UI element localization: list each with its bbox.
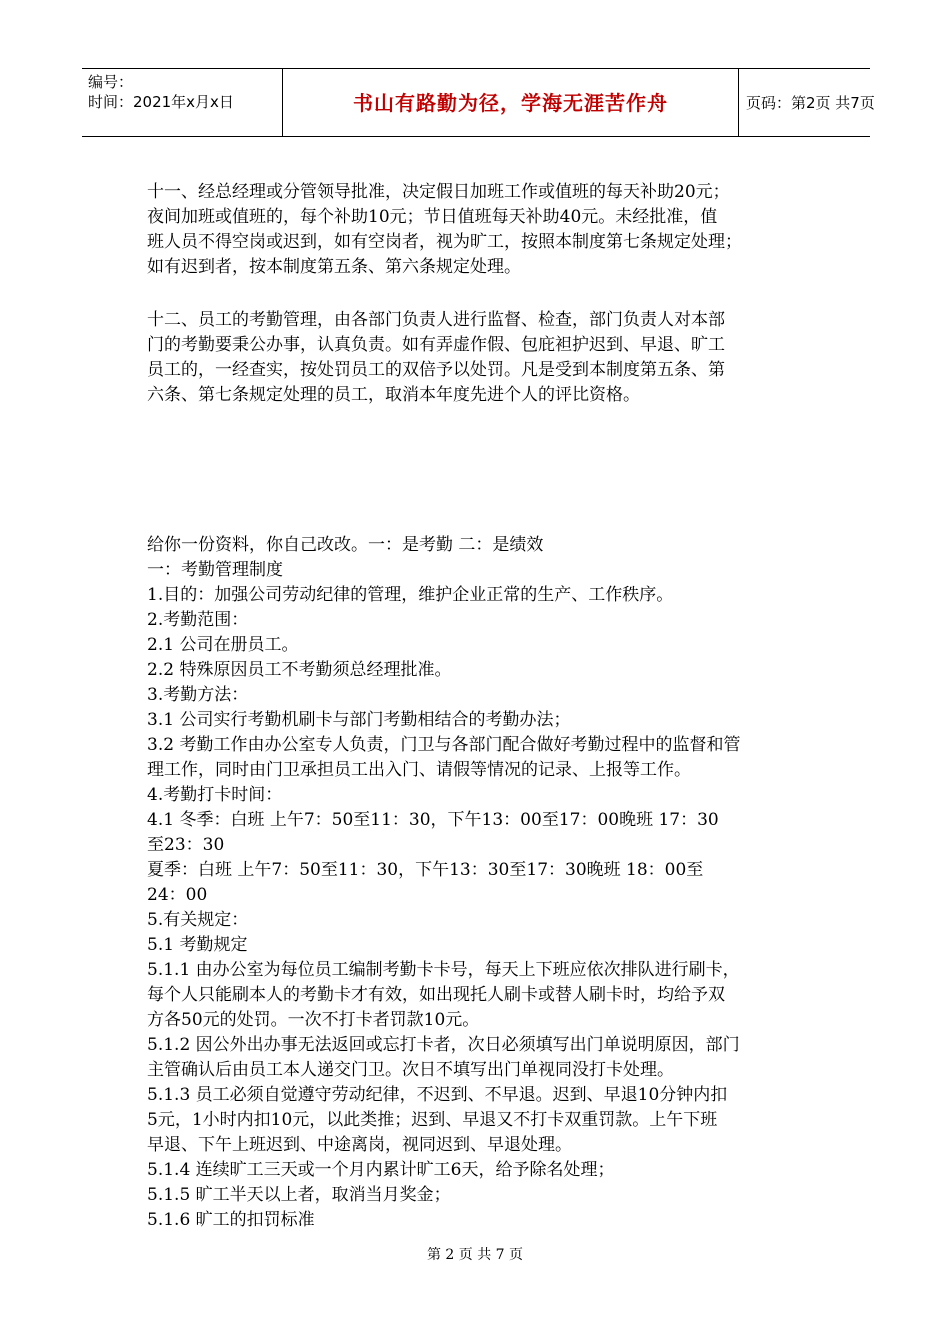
text-line: 3.考勤方法：	[147, 685, 249, 705]
paragraph-line: 员工的，一经查实，按处罚员工的双倍予以处罚。凡是受到本制度第五条、第	[147, 360, 725, 380]
paragraph-line: 班人员不得空岗或迟到，如有空岗者，视为旷工，按照本制度第七条规定处理；	[147, 232, 742, 252]
text-line: 至23：30	[147, 835, 225, 855]
text-line: 给你一份资料，你自己改改。一：是考勤 二：是绩效	[147, 535, 544, 555]
paragraph-line: 门的考勤要秉公办事，认真负责。如有弄虚作假、包庇袒护迟到、早退、旷工	[147, 335, 725, 355]
text-line: 5元，1小时内扣10元，以此类推；迟到、早退又不打卡双重罚款。上午下班	[147, 1110, 718, 1130]
paragraph-line: 夜间加班或值班的，每个补助10元；节日值班每天补助40元。未经批准，值	[147, 207, 718, 227]
header-left-cell	[82, 69, 282, 136]
text-line: 4.考勤打卡时间：	[147, 785, 283, 805]
text-line: 3.2 考勤工作由办公室专人负责，门卫与各部门配合做好考勤过程中的监督和管	[147, 735, 741, 755]
header-motto: 书山有路勤为径，学海无涯苦作舟	[353, 91, 668, 115]
header-page-info: 页码：第2页 共7页	[746, 94, 875, 112]
text-line: 5.1.4 连续旷工三天或一个月内累计旷工6天，给予除名处理；	[147, 1160, 615, 1180]
text-line: 24：00	[147, 885, 208, 905]
text-line: 5.1.6 旷工的扣罚标准	[147, 1210, 315, 1230]
text-line: 方各50元的处罚。一次不打卡者罚款10元。	[147, 1010, 480, 1030]
document-number: 编号：	[88, 73, 134, 91]
text-line: 理工作，同时由门卫承担员工出入门、请假等情况的记录、上报等工作。	[147, 760, 691, 780]
paragraph-line: 如有迟到者，按本制度第五条、第六条规定处理。	[147, 257, 521, 277]
section-eleven	[147, 180, 807, 280]
text-line: 4.1 冬季：白班 上午7：50至11：30，下午13：00至17：00晚班 17：30	[147, 810, 719, 830]
text-line: 每个人只能刷本人的考勤卡才有效，如出现托人刷卡或替人刷卡时，均给予双	[147, 985, 725, 1005]
paragraph-line: 十二、员工的考勤管理，由各部门负责人进行监督、检查，部门负责人对本部	[147, 310, 725, 330]
text-line: 2.考勤范围：	[147, 610, 249, 630]
document-date: 时间：2021年x月x日	[88, 93, 234, 111]
text-line: 5.有关规定：	[147, 910, 249, 930]
text-line: 主管确认后由员工本人递交门卫。次日不填写出门单视同没打卡处理。	[147, 1060, 674, 1080]
text-line: 早退、下午上班迟到、中途离岗，视同迟到、早退处理。	[147, 1135, 572, 1155]
header-page-cell	[738, 69, 875, 136]
text-line: 5.1.5 旷工半天以上者，取消当月奖金；	[147, 1185, 451, 1205]
text-line: 夏季：白班 上午7：50至11：30，下午13：30至17：30晚班 18：00至	[147, 860, 704, 880]
paragraph-line: 十一、经总经理或分管领导批准，决定假日加班工作或值班的每天补助20元；	[147, 182, 730, 202]
text-line: 1.目的：加强公司劳动纪律的管理，维护企业正常的生产、工作秩序。	[147, 585, 674, 605]
paragraph-line: 六条、第七条规定处理的员工，取消本年度先进个人的评比资格。	[147, 385, 640, 405]
text-line: 5.1.3 员工必须自觉遵守劳动纪律，不迟到、不早退。迟到、早退10分钟内扣	[147, 1085, 728, 1105]
page-footer: 第 2 页 共 7 页	[426, 1247, 524, 1263]
text-line: 5.1 考勤规定	[147, 935, 248, 955]
attendance-policy-text	[147, 533, 807, 1233]
text-line: 2.2 特殊原因员工不考勤须总经理批准。	[147, 660, 452, 680]
text-line: 5.1.2 因公外出办事无法返回或忘打卡者，次日必须填写出门单说明原因，部门	[147, 1035, 740, 1055]
section-twelve	[147, 308, 807, 408]
header-motto-cell	[282, 69, 739, 136]
text-line: 2.1 公司在册员工。	[147, 635, 299, 655]
text-line: 3.1 公司实行考勤机刷卡与部门考勤相结合的考勤办法；	[147, 710, 571, 730]
text-line: 5.1.1 由办公室为每位员工编制考勤卡卡号，每天上下班应依次排队进行刷卡，	[147, 960, 740, 980]
page-header	[82, 68, 875, 137]
text-line: 一：考勤管理制度	[147, 560, 283, 580]
